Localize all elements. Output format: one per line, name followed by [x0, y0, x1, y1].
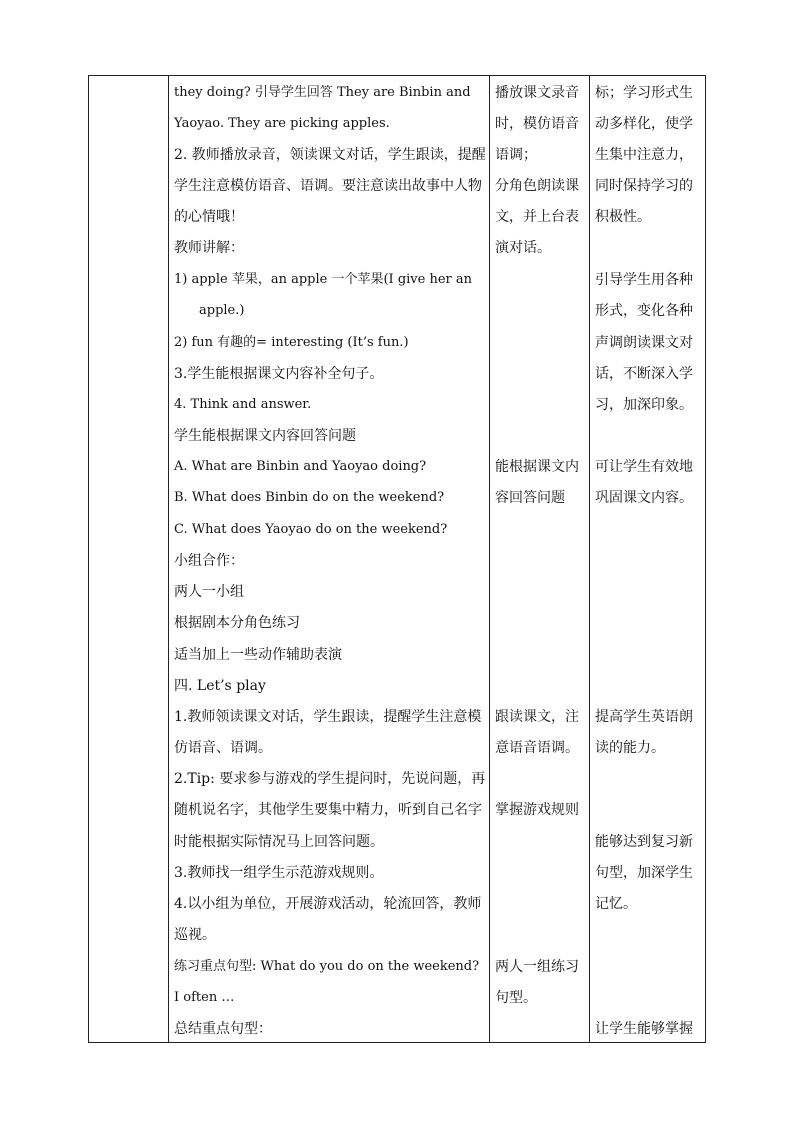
text-line: 语调； — [495, 147, 537, 163]
text-line: 仿语音、语调。 — [174, 740, 272, 756]
text-line: 引导学生用各种 — [595, 272, 693, 288]
text-line: 记忆。 — [595, 896, 637, 912]
text-line: 句型，加深学生 — [595, 865, 693, 881]
text-line: 教师讲解： — [174, 240, 244, 256]
text-line: 容回答问题 — [495, 490, 565, 506]
text-line: 可让学生有效地 — [595, 459, 693, 475]
text-line: 两人一组练习 — [495, 959, 579, 975]
text-line: 4. Think and answer. — [174, 397, 312, 412]
text-line: apple.) — [199, 303, 245, 318]
text-line: 巩固课文内容。 — [595, 490, 693, 506]
text-line: 能够达到复习新 — [595, 834, 693, 850]
text-line: 学生注意模仿语音、语调。要注意读出故事中人物 — [174, 178, 482, 194]
text-line: 1.教师领读课文对话，学生跟读，提醒学生注意模 — [174, 709, 482, 725]
text-line: Yaoyao. They are picking apples. — [174, 116, 390, 131]
text-line: 3.学生能根据课文内容补全句子。 — [174, 366, 384, 382]
column-divider — [589, 76, 590, 1042]
text-line: 1) apple 苹果，an apple 一个苹果(I give her an — [174, 272, 473, 287]
text-line: 2.Tip: 要求参与游戏的学生提问时，先说问题，再 — [174, 771, 486, 787]
text-line: 根据剧本分角色练习 — [174, 615, 300, 631]
text-line: 生集中注意力， — [595, 147, 693, 163]
text-line: 2. 教师播放录音，领读课文对话，学生跟读，提醒 — [174, 147, 486, 163]
text-line: 同时保持学习的 — [595, 178, 693, 194]
text-line: 的心情哦！ — [174, 209, 244, 225]
text-line: 总结重点句型： — [174, 1021, 272, 1037]
text-line: 播放课文录音 — [495, 85, 579, 101]
text-line: 3.教师找一组学生示范游戏规则。 — [174, 865, 384, 881]
text-line: 提高学生英语朗 — [595, 709, 693, 725]
text-line: 意语音语调。 — [495, 740, 579, 756]
column-divider — [489, 76, 490, 1042]
text-line: 练习重点句型: What do you do on the weekend? — [174, 959, 480, 974]
text-line: 掌握游戏规则 — [495, 802, 579, 818]
text-line: 形式，变化各种 — [595, 303, 693, 319]
text-line: 巡视。 — [174, 927, 216, 943]
text-line: they doing? 引导学生回答 They are Binbin and — [174, 85, 471, 100]
text-line: 学生能根据课文内容回答问题 — [174, 428, 356, 444]
text-line: I often … — [174, 990, 235, 1005]
text-line: 读的能力。 — [595, 740, 665, 756]
text-line: 分角色朗读课 — [495, 178, 579, 194]
lesson-plan-table — [88, 75, 706, 1043]
text-line: 时能根据实际情况马上回答问题。 — [174, 834, 384, 850]
text-line: 话，不断深入学 — [595, 366, 693, 382]
text-line: 积极性。 — [595, 209, 651, 225]
text-line: 能根据课文内 — [495, 459, 579, 475]
text-line: 跟读课文，注 — [495, 709, 579, 725]
text-line: 随机说名字，其他学生要集中精力，听到自己名字 — [174, 802, 482, 818]
text-line: 让学生能够掌握 — [595, 1021, 693, 1037]
text-line: 小组合作： — [174, 553, 244, 569]
text-line: 适当加上一些动作辅助表演 — [174, 647, 342, 663]
text-line: 2) fun 有趣的= interesting (It’s fun.) — [174, 335, 409, 350]
text-line: C. What does Yaoyao do on the weekend? — [174, 522, 448, 537]
text-line: 标；学习形式生 — [595, 85, 693, 101]
text-line: 习，加深印象。 — [595, 397, 693, 413]
text-line: 演对话。 — [495, 240, 551, 256]
text-line: A. What are Binbin and Yaoyao doing? — [174, 459, 427, 474]
text-line: B. What does Binbin do on the weekend? — [174, 490, 445, 505]
text-line: 四. Let’s play — [174, 678, 266, 694]
text-line: 句型。 — [495, 990, 537, 1006]
text-line: 4.以小组为单位，开展游戏活动，轮流回答，教师 — [174, 896, 482, 912]
text-line: 文，并上台表 — [495, 209, 579, 225]
column-divider — [168, 76, 169, 1042]
text-line: 两人一小组 — [174, 584, 244, 600]
text-line: 动多样化，使学 — [595, 116, 693, 132]
text-line: 声调朗读课文对 — [595, 335, 693, 351]
text-line: 时，模仿语音 — [495, 116, 579, 132]
